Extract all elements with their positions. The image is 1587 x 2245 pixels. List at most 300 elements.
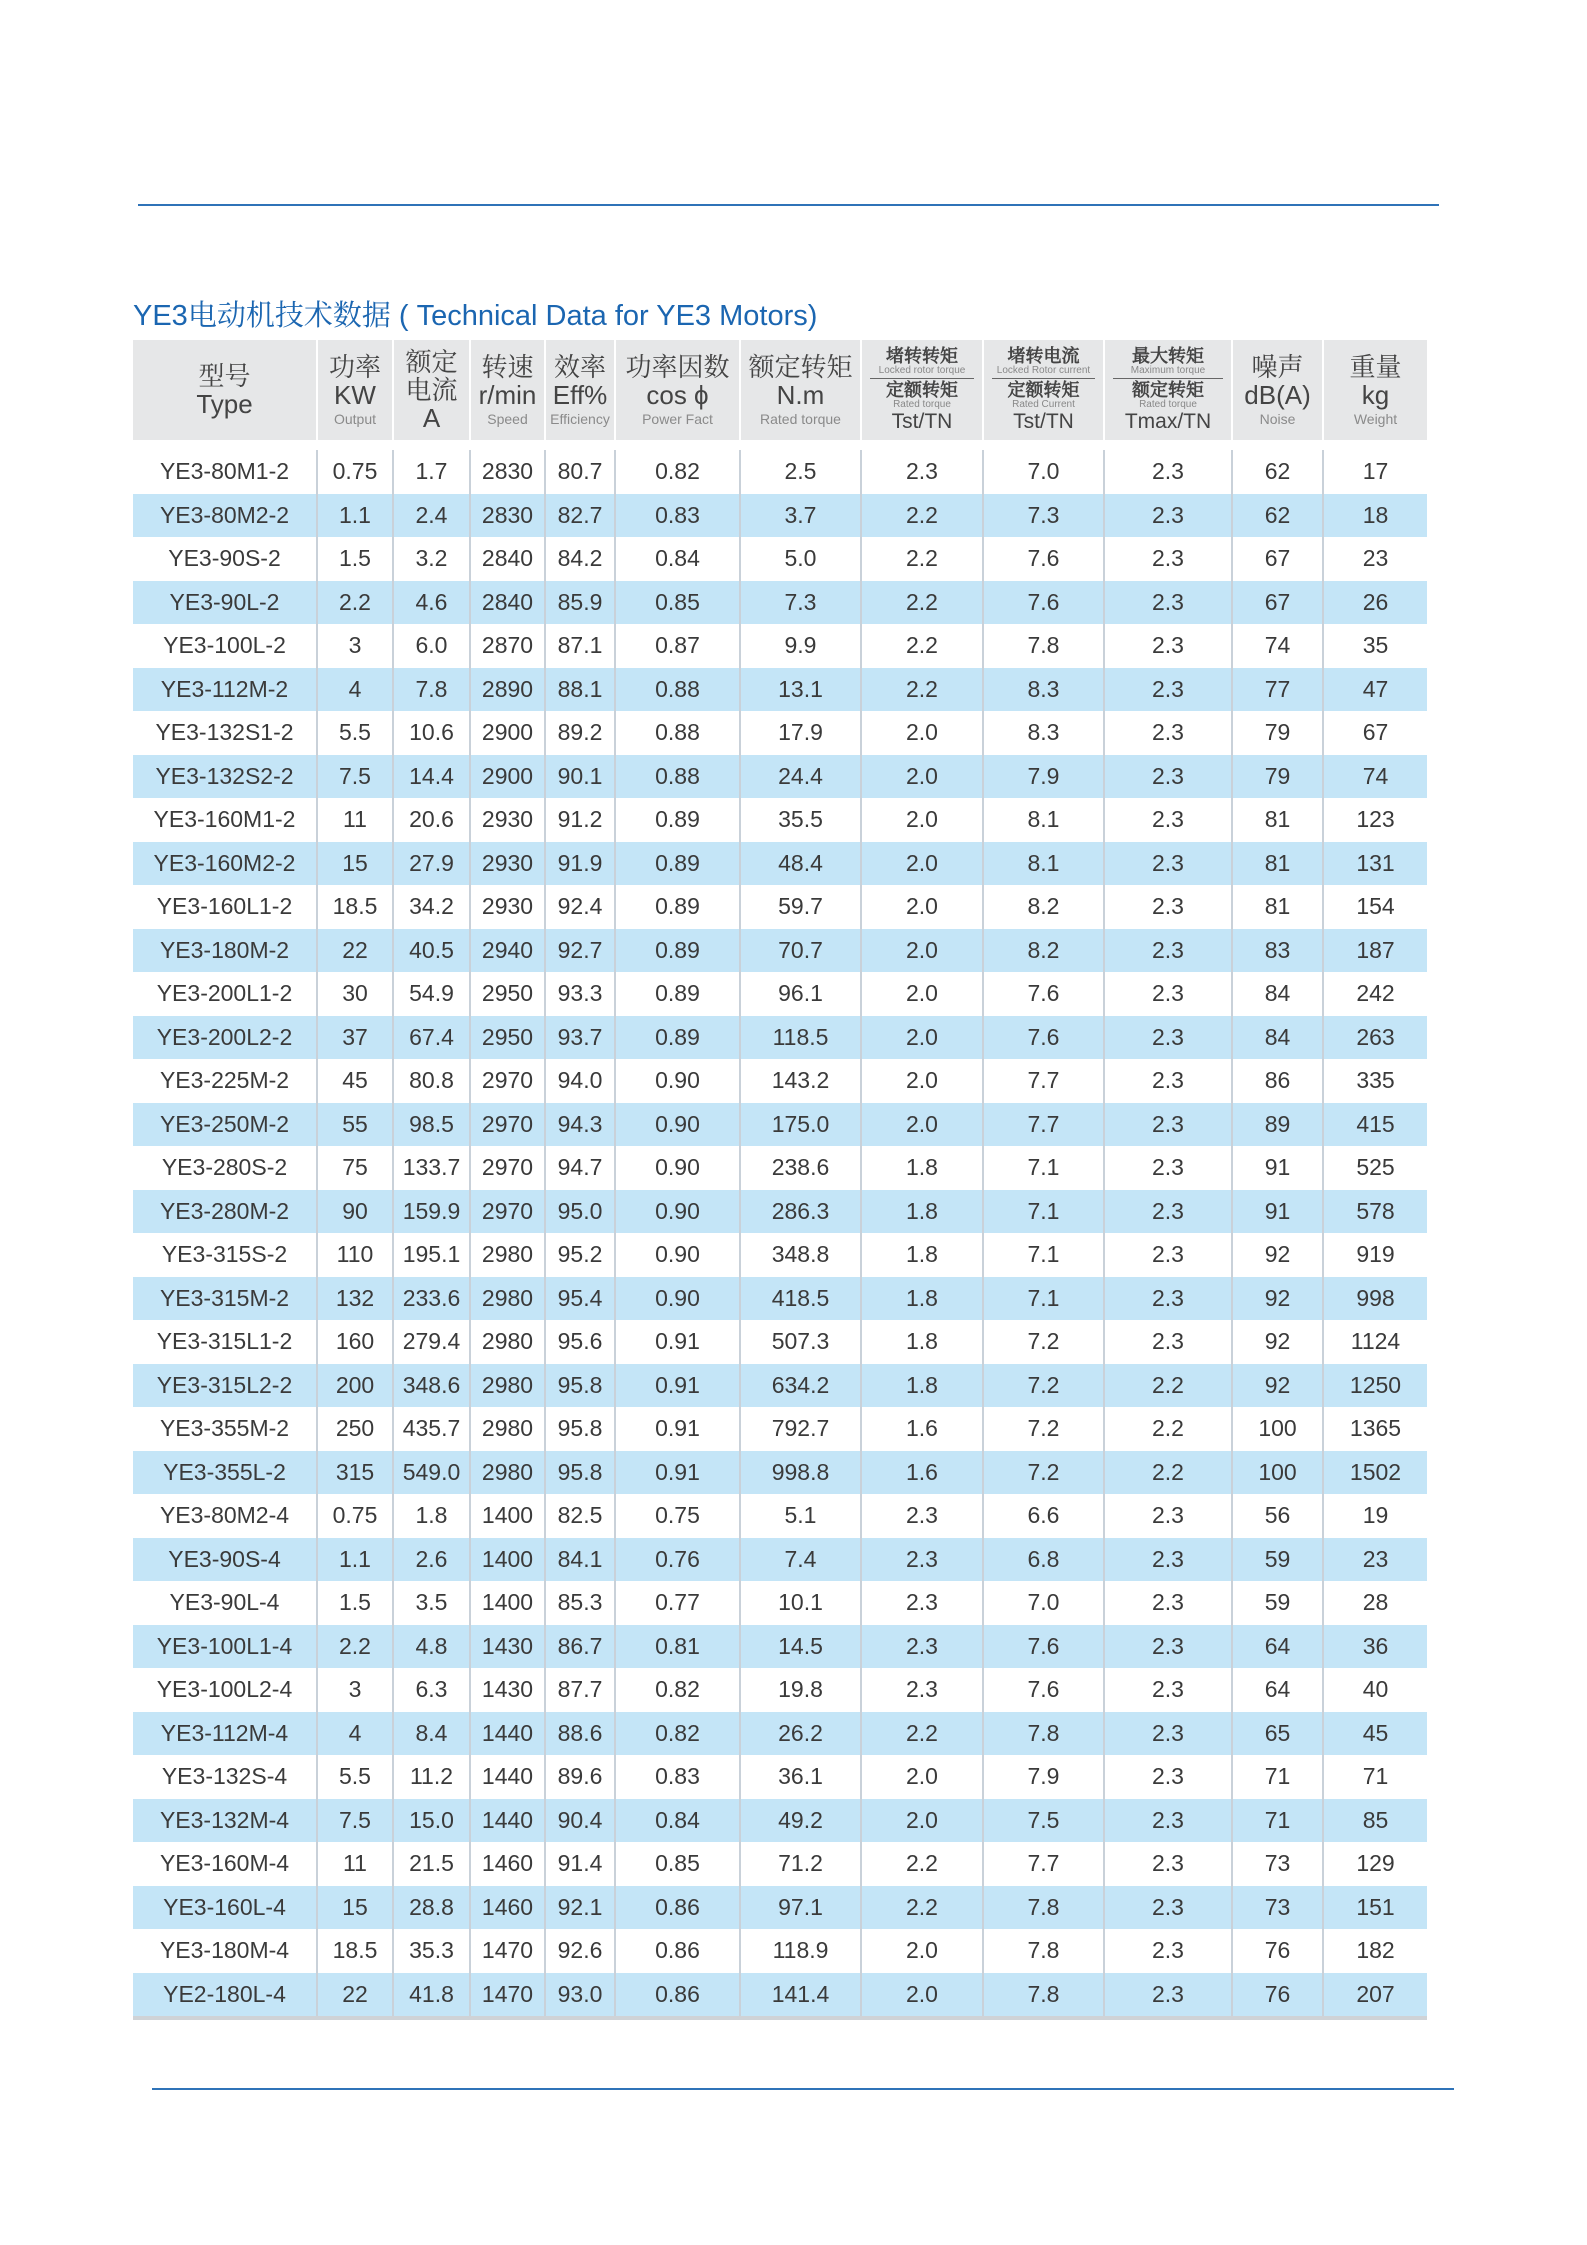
cell-current: 15.0 (393, 1799, 470, 1843)
cell-speed: 2980 (470, 1364, 545, 1408)
cell-weight: 47 (1323, 668, 1427, 712)
cell-efficiency: 86.7 (545, 1625, 615, 1669)
cell-rated-torque: 26.2 (740, 1712, 861, 1756)
cell-speed: 2840 (470, 581, 545, 625)
table-row (133, 1364, 1427, 1408)
cell-power-factor: 0.75 (615, 1494, 740, 1538)
cell-locked-rotor-torque: 2.3 (861, 1494, 983, 1538)
cell-power-factor: 0.90 (615, 1277, 740, 1321)
table-row (133, 755, 1427, 799)
cell-max-torque: 2.3 (1104, 1277, 1232, 1321)
cell-weight: 23 (1323, 1538, 1427, 1582)
cell-speed: 2940 (470, 929, 545, 973)
cell-noise: 86 (1232, 1059, 1323, 1103)
cell-power-factor: 0.82 (615, 1712, 740, 1756)
table-row (133, 929, 1427, 973)
cell-current: 35.3 (393, 1929, 470, 1973)
cell-speed: 2970 (470, 1190, 545, 1234)
cell-efficiency: 88.6 (545, 1712, 615, 1756)
header-weight: 重量 kg Weight (1323, 340, 1427, 440)
cell-power-factor: 0.76 (615, 1538, 740, 1582)
cell-output: 90 (317, 1190, 393, 1234)
cell-current: 14.4 (393, 755, 470, 799)
cell-efficiency: 93.3 (545, 972, 615, 1016)
cell-output: 45 (317, 1059, 393, 1103)
cell-type: YE3-160M2-2 (133, 842, 317, 886)
cell-max-torque: 2.3 (1104, 624, 1232, 668)
cell-locked-rotor-torque: 2.0 (861, 1103, 983, 1147)
cell-type: YE3-132S-4 (133, 1755, 317, 1799)
cell-power-factor: 0.86 (615, 1929, 740, 1973)
cell-current: 233.6 (393, 1277, 470, 1321)
cell-max-torque: 2.3 (1104, 1538, 1232, 1582)
cell-locked-rotor-torque: 1.8 (861, 1364, 983, 1408)
cell-efficiency: 95.2 (545, 1233, 615, 1277)
cell-max-torque: 2.3 (1104, 929, 1232, 973)
cell-efficiency: 93.7 (545, 1016, 615, 1060)
cell-current: 80.8 (393, 1059, 470, 1103)
cell-power-factor: 0.85 (615, 581, 740, 625)
table-row (133, 1016, 1427, 1060)
cell-efficiency: 91.2 (545, 798, 615, 842)
cell-type: YE3-315S-2 (133, 1233, 317, 1277)
cell-locked-rotor-torque: 1.6 (861, 1407, 983, 1451)
cell-max-torque: 2.3 (1104, 1755, 1232, 1799)
cell-efficiency: 94.7 (545, 1146, 615, 1190)
cell-noise: 100 (1232, 1451, 1323, 1495)
cell-output: 2.2 (317, 581, 393, 625)
cell-locked-rotor-current: 7.8 (983, 1886, 1104, 1930)
cell-current: 8.4 (393, 1712, 470, 1756)
cell-locked-rotor-current: 7.2 (983, 1364, 1104, 1408)
cell-locked-rotor-torque: 2.0 (861, 1059, 983, 1103)
cell-output: 5.5 (317, 711, 393, 755)
cell-max-torque: 2.3 (1104, 1233, 1232, 1277)
cell-max-torque: 2.3 (1104, 798, 1232, 842)
cell-locked-rotor-current: 7.7 (983, 1059, 1104, 1103)
cell-locked-rotor-current: 7.0 (983, 1581, 1104, 1625)
cell-speed: 2970 (470, 1146, 545, 1190)
table-row (133, 885, 1427, 929)
cell-speed: 2870 (470, 624, 545, 668)
cell-max-torque: 2.3 (1104, 1320, 1232, 1364)
cell-weight: 187 (1323, 929, 1427, 973)
cell-rated-torque: 507.3 (740, 1320, 861, 1364)
cell-noise: 64 (1232, 1668, 1323, 1712)
table-row (133, 1799, 1427, 1843)
cell-efficiency: 85.9 (545, 581, 615, 625)
cell-locked-rotor-current: 7.6 (983, 1016, 1104, 1060)
cell-efficiency: 90.1 (545, 755, 615, 799)
cell-noise: 73 (1232, 1842, 1323, 1886)
cell-power-factor: 0.84 (615, 537, 740, 581)
cell-rated-torque: 5.1 (740, 1494, 861, 1538)
cell-output: 11 (317, 1842, 393, 1886)
cell-locked-rotor-torque: 2.2 (861, 1842, 983, 1886)
cell-current: 40.5 (393, 929, 470, 973)
cell-max-torque: 2.3 (1104, 755, 1232, 799)
cell-weight: 1124 (1350, 1328, 1401, 1355)
cell-weight: 28 (1362, 1589, 1389, 1616)
cell-type: YE3-200L1-2 (133, 972, 317, 1016)
table-row (133, 581, 1427, 625)
cell-efficiency: 95.4 (545, 1277, 615, 1321)
cell-weight: 415 (1323, 1103, 1427, 1147)
table-row (133, 1712, 1427, 1756)
cell-power-factor: 0.85 (615, 1842, 740, 1886)
cell-current: 159.9 (393, 1190, 470, 1234)
cell-locked-rotor-current: 7.1 (983, 1233, 1104, 1277)
cell-rated-torque: 3.7 (740, 494, 861, 538)
cell-max-torque: 2.3 (1104, 668, 1232, 712)
cell-power-factor: 0.86 (615, 1973, 740, 2019)
cell-current: 21.5 (393, 1842, 470, 1886)
cell-speed: 2980 (470, 1407, 545, 1451)
cell-rated-torque: 998.8 (740, 1451, 861, 1495)
cell-weight: 123 (1356, 806, 1395, 833)
cell-weight: 17 (1362, 458, 1389, 485)
cell-rated-torque: 5.0 (740, 537, 861, 581)
cell-efficiency: 87.7 (545, 1668, 615, 1712)
cell-speed: 2930 (470, 885, 545, 929)
table-row (133, 668, 1427, 712)
table-row (133, 1146, 1427, 1190)
cell-type: YE3-180M-4 (133, 1929, 317, 1973)
cell-output: 200 (317, 1364, 393, 1408)
cell-efficiency: 91.9 (545, 842, 615, 886)
cell-locked-rotor-current: 7.6 (983, 972, 1104, 1016)
cell-rated-torque: 96.1 (740, 972, 861, 1016)
cell-efficiency: 95.6 (545, 1320, 615, 1364)
cell-current: 549.0 (393, 1451, 470, 1495)
cell-weight: 36 (1323, 1625, 1427, 1669)
cell-power-factor: 0.90 (615, 1190, 740, 1234)
cell-locked-rotor-current: 7.2 (983, 1320, 1104, 1364)
cell-speed: 1440 (470, 1712, 545, 1756)
cell-type: YE3-112M-2 (133, 668, 317, 712)
cell-weight: 129 (1356, 1850, 1395, 1877)
cell-type: YE3-280M-2 (133, 1190, 317, 1234)
cell-type: YE2-180L-4 (133, 1973, 317, 2019)
cell-power-factor: 0.90 (615, 1146, 740, 1190)
cell-locked-rotor-current: 7.8 (983, 624, 1104, 668)
cell-efficiency: 95.8 (545, 1407, 615, 1451)
cell-output: 18.5 (317, 885, 393, 929)
table-row (133, 1103, 1427, 1147)
cell-current: 11.2 (393, 1755, 470, 1799)
cell-power-factor: 0.91 (615, 1407, 740, 1451)
cell-noise: 59 (1232, 1538, 1323, 1582)
cell-output: 7.5 (317, 755, 393, 799)
table-row (133, 1407, 1427, 1451)
cell-speed: 2930 (470, 842, 545, 886)
cell-type: YE3-315M-2 (133, 1277, 317, 1321)
cell-output: 30 (317, 972, 393, 1016)
header-speed: 转速 r/min Speed (470, 340, 545, 440)
cell-output: 75 (317, 1146, 393, 1190)
cell-power-factor: 0.84 (615, 1799, 740, 1843)
cell-output: 0.75 (317, 450, 393, 494)
cell-output: 160 (317, 1320, 393, 1364)
cell-locked-rotor-torque: 2.3 (861, 1581, 983, 1625)
table-row (133, 1973, 1427, 2019)
cell-speed: 2980 (470, 1233, 545, 1277)
cell-locked-rotor-current: 7.6 (983, 1668, 1104, 1712)
cell-locked-rotor-torque: 2.2 (861, 668, 983, 712)
header-locked-rotor-current: 堵转电流 Locked Rotor current 定额转矩 Rated Current Tst/TN (983, 340, 1104, 440)
cell-current: 7.8 (393, 668, 470, 712)
cell-weight: 45 (1323, 1712, 1427, 1756)
cell-weight: 1365 (1349, 1415, 1402, 1442)
cell-type: YE3-200L2-2 (133, 1016, 317, 1060)
cell-locked-rotor-torque: 1.8 (861, 1320, 983, 1364)
cell-efficiency: 85.3 (545, 1581, 615, 1625)
cell-type: YE3-280S-2 (133, 1146, 317, 1190)
cell-output: 11 (317, 798, 393, 842)
cell-noise: 84 (1232, 1016, 1323, 1060)
cell-locked-rotor-current: 7.1 (983, 1146, 1104, 1190)
cell-current: 2.6 (393, 1538, 470, 1582)
cell-noise: 64 (1232, 1625, 1323, 1669)
cell-type: YE3-90L-2 (133, 581, 317, 625)
cell-max-torque: 2.3 (1104, 711, 1232, 755)
cell-noise: 67 (1232, 537, 1323, 581)
cell-efficiency: 92.1 (545, 1886, 615, 1930)
cell-locked-rotor-torque: 1.8 (861, 1277, 983, 1321)
cell-weight: 71 (1362, 1763, 1389, 1790)
cell-weight: 335 (1356, 1067, 1395, 1094)
cell-weight: 207 (1323, 1973, 1427, 2019)
cell-max-torque: 2.3 (1104, 885, 1232, 929)
cell-max-torque: 2.3 (1104, 1190, 1232, 1234)
cell-locked-rotor-current: 7.5 (983, 1799, 1104, 1843)
cell-locked-rotor-current: 8.2 (983, 929, 1104, 973)
cell-rated-torque: 49.2 (740, 1799, 861, 1843)
cell-locked-rotor-current: 6.8 (983, 1538, 1104, 1582)
cell-type: YE3-355L-2 (133, 1451, 317, 1495)
header-type: 型号 Type (133, 340, 317, 440)
cell-power-factor: 0.89 (615, 1016, 740, 1060)
cell-speed: 2930 (470, 798, 545, 842)
cell-locked-rotor-torque: 1.8 (861, 1146, 983, 1190)
cell-speed: 1470 (470, 1973, 545, 2019)
cell-power-factor: 0.82 (615, 450, 740, 494)
cell-rated-torque: 14.5 (740, 1625, 861, 1669)
cell-current: 3.2 (393, 537, 470, 581)
cell-current: 67.4 (393, 1016, 470, 1060)
cell-power-factor: 0.88 (615, 711, 740, 755)
cell-noise: 92 (1232, 1277, 1323, 1321)
table-row (133, 1494, 1427, 1538)
cell-power-factor: 0.89 (615, 929, 740, 973)
cell-weight: 998 (1323, 1277, 1427, 1321)
cell-locked-rotor-torque: 2.3 (861, 1668, 983, 1712)
cell-efficiency: 90.4 (545, 1799, 615, 1843)
cell-current: 1.8 (393, 1494, 470, 1538)
cell-weight: 151 (1323, 1886, 1427, 1930)
cell-locked-rotor-current: 8.1 (983, 798, 1104, 842)
cell-speed: 2980 (470, 1451, 545, 1495)
cell-power-factor: 0.89 (615, 885, 740, 929)
cell-locked-rotor-current: 7.9 (983, 1755, 1104, 1799)
cell-noise: 67 (1232, 581, 1323, 625)
table-row (133, 450, 1427, 494)
cell-weight: 23 (1362, 545, 1389, 572)
cell-weight: 35 (1362, 632, 1389, 659)
cell-current: 2.4 (393, 494, 470, 538)
cell-max-torque: 2.3 (1104, 1842, 1232, 1886)
cell-power-factor: 0.90 (615, 1103, 740, 1147)
cell-efficiency: 87.1 (545, 624, 615, 668)
cell-locked-rotor-torque: 2.0 (861, 972, 983, 1016)
cell-noise: 73 (1232, 1886, 1323, 1930)
cell-rated-torque: 36.1 (740, 1755, 861, 1799)
cell-speed: 2950 (470, 972, 545, 1016)
cell-rated-torque: 7.4 (740, 1538, 861, 1582)
table-row (133, 1277, 1427, 1321)
cell-noise: 92 (1232, 1320, 1323, 1364)
cell-locked-rotor-current: 7.2 (983, 1407, 1104, 1451)
cell-locked-rotor-torque: 1.8 (861, 1233, 983, 1277)
cell-power-factor: 0.91 (615, 1451, 740, 1495)
cell-locked-rotor-torque: 2.2 (861, 1712, 983, 1756)
table-row (133, 1451, 1427, 1495)
table-row (133, 1755, 1427, 1799)
cell-noise: 71 (1232, 1755, 1323, 1799)
cell-output: 18.5 (317, 1929, 393, 1973)
table-row (133, 1886, 1427, 1930)
cell-locked-rotor-torque: 2.0 (861, 1929, 983, 1973)
cell-locked-rotor-torque: 2.0 (861, 885, 983, 929)
cell-max-torque: 2.3 (1104, 1973, 1232, 2019)
table-row (133, 1538, 1427, 1582)
cell-noise: 79 (1232, 755, 1323, 799)
cell-max-torque: 2.3 (1104, 537, 1232, 581)
cell-output: 15 (317, 1886, 393, 1930)
cell-type: YE3-160L1-2 (133, 885, 317, 929)
cell-power-factor: 0.90 (615, 1233, 740, 1277)
cell-max-torque: 2.3 (1104, 1799, 1232, 1843)
cell-max-torque: 2.3 (1104, 1668, 1232, 1712)
cell-power-factor: 0.89 (615, 842, 740, 886)
cell-type: YE3-225M-2 (133, 1059, 317, 1103)
header-efficiency: 效率 Eff% Efficiency (545, 340, 615, 440)
cell-rated-torque: 792.7 (740, 1407, 861, 1451)
cell-rated-torque: 418.5 (740, 1277, 861, 1321)
cell-efficiency: 82.7 (545, 494, 615, 538)
cell-noise: 65 (1232, 1712, 1323, 1756)
table-row (133, 1320, 1427, 1364)
cell-speed: 1440 (470, 1755, 545, 1799)
cell-rated-torque: 97.1 (740, 1886, 861, 1930)
cell-output: 3 (317, 1668, 393, 1712)
cell-current: 435.7 (393, 1407, 470, 1451)
cell-speed: 1470 (470, 1929, 545, 1973)
header-maximum-torque: 最大转矩 Maximum torque 额定转矩 Rated torque Tmax/TN (1104, 340, 1232, 440)
cell-output: 250 (317, 1407, 393, 1451)
table-row (133, 972, 1427, 1016)
header-noise: 噪声 dB(A) Noise (1232, 340, 1323, 440)
cell-speed: 2900 (470, 711, 545, 755)
cell-output: 315 (317, 1451, 393, 1495)
table-row (133, 1842, 1427, 1886)
cell-efficiency: 88.1 (545, 668, 615, 712)
cell-locked-rotor-current: 7.1 (983, 1277, 1104, 1321)
cell-efficiency: 92.4 (545, 885, 615, 929)
cell-max-torque: 2.3 (1104, 450, 1232, 494)
cell-type: YE3-100L2-4 (133, 1668, 317, 1712)
cell-locked-rotor-current: 7.0 (983, 450, 1104, 494)
cell-locked-rotor-torque: 2.2 (861, 624, 983, 668)
cell-noise: 92 (1232, 1364, 1323, 1408)
cell-locked-rotor-current: 7.7 (983, 1842, 1104, 1886)
cell-locked-rotor-torque: 1.8 (861, 1190, 983, 1234)
cell-rated-torque: 2.5 (740, 450, 861, 494)
cell-output: 4 (317, 668, 393, 712)
cell-power-factor: 0.87 (615, 624, 740, 668)
cell-current: 1.7 (393, 450, 470, 494)
cell-speed: 1400 (470, 1581, 545, 1625)
cell-weight: 131 (1323, 842, 1427, 886)
cell-max-torque: 2.2 (1104, 1407, 1232, 1451)
cell-current: 195.1 (393, 1233, 470, 1277)
cell-locked-rotor-torque: 1.6 (861, 1451, 983, 1495)
cell-current: 10.6 (393, 711, 470, 755)
cell-speed: 2830 (470, 450, 545, 494)
cell-weight: 242 (1356, 980, 1395, 1007)
table-row (133, 1625, 1427, 1669)
cell-efficiency: 84.2 (545, 537, 615, 581)
cell-rated-torque: 13.1 (740, 668, 861, 712)
cell-power-factor: 0.88 (615, 755, 740, 799)
cell-locked-rotor-current: 7.6 (983, 1625, 1104, 1669)
cell-weight: 85 (1323, 1799, 1427, 1843)
top-rule (138, 204, 1439, 206)
cell-output: 2.2 (317, 1625, 393, 1669)
cell-efficiency: 89.6 (545, 1755, 615, 1799)
cell-speed: 2890 (470, 668, 545, 712)
table-row (133, 1668, 1427, 1712)
cell-weight: 18 (1323, 494, 1427, 538)
cell-locked-rotor-current: 8.3 (983, 668, 1104, 712)
cell-locked-rotor-current: 7.9 (983, 755, 1104, 799)
cell-noise: 91 (1232, 1190, 1323, 1234)
cell-type: YE3-180M-2 (133, 929, 317, 973)
cell-type: YE3-315L2-2 (133, 1364, 317, 1408)
cell-noise: 89 (1232, 1103, 1323, 1147)
cell-current: 20.6 (393, 798, 470, 842)
page-title: YE3电动机技术数据 ( Technical Data for YE3 Motors) (133, 300, 818, 332)
cell-efficiency: 82.5 (545, 1494, 615, 1538)
cell-efficiency: 92.6 (545, 1929, 615, 1973)
cell-power-factor: 0.89 (615, 798, 740, 842)
cell-weight: 182 (1356, 1937, 1395, 1964)
cell-power-factor: 0.91 (615, 1364, 740, 1408)
cell-output: 37 (317, 1016, 393, 1060)
cell-weight: 525 (1356, 1154, 1395, 1181)
table-row (133, 624, 1427, 668)
cell-max-torque: 2.3 (1104, 1712, 1232, 1756)
cell-locked-rotor-current: 7.1 (983, 1190, 1104, 1234)
cell-power-factor: 0.77 (615, 1581, 740, 1625)
cell-type: YE3-355M-2 (133, 1407, 317, 1451)
cell-locked-rotor-current: 7.8 (983, 1712, 1104, 1756)
cell-locked-rotor-torque: 2.0 (861, 842, 983, 886)
cell-efficiency: 94.3 (545, 1103, 615, 1147)
cell-locked-rotor-torque: 2.0 (861, 1799, 983, 1843)
cell-rated-torque: 48.4 (740, 842, 861, 886)
cell-power-factor: 0.91 (615, 1320, 740, 1364)
